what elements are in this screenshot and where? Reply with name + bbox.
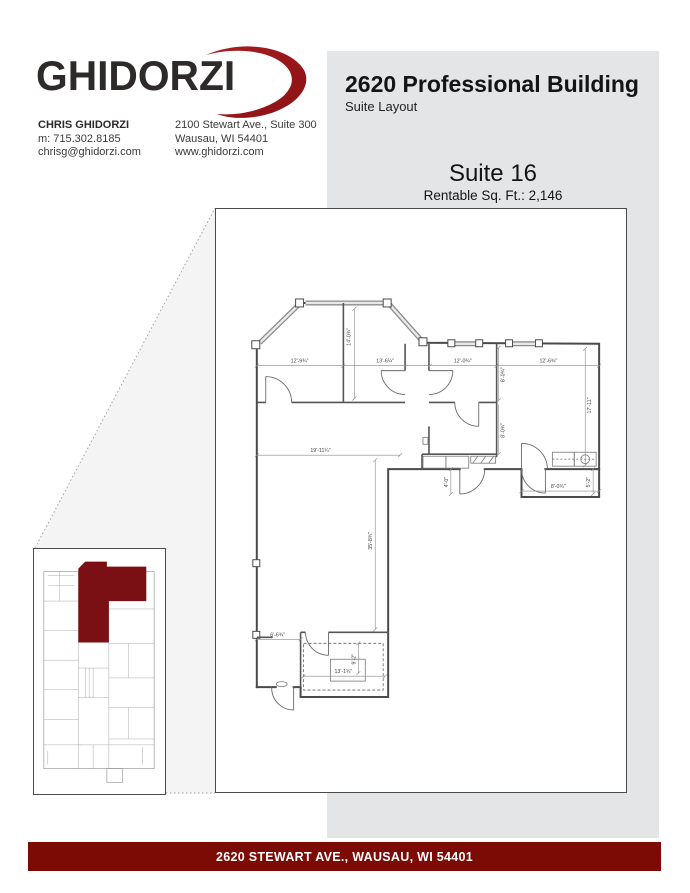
floor-plan-drawing	[216, 209, 626, 792]
dim-label: 9'-2"	[351, 653, 358, 665]
suite-heading	[327, 161, 659, 203]
suite-rentable-sqft: Rentable Sq. Ft.: 2,146	[423, 188, 563, 203]
agent-email: chrisg@ghidorzi.com	[38, 146, 141, 158]
dim-label: 5'-2"	[586, 476, 593, 488]
document-header	[345, 72, 639, 114]
dim-label: 12'-6¾"	[539, 358, 558, 365]
dim-label: 8'-0¾"	[550, 484, 566, 491]
dim-label: 8'-0¾"	[500, 422, 507, 438]
building-title: 2620 Professional Building	[345, 71, 639, 97]
dim-label: 19'-11¼"	[310, 448, 331, 455]
dim-label: 14'-0¾"	[346, 327, 353, 346]
building-overview-box	[33, 548, 166, 795]
building-overview-plan	[34, 549, 165, 794]
footer-address-text: 2620 STEWART AVE., WAUSAU, WI 54401	[215, 849, 474, 864]
ghidorzi-logo-text: GHIDORZI	[36, 52, 236, 99]
dim-label: 13'-6¼"	[376, 358, 395, 365]
dimension-labels	[270, 328, 593, 675]
company-address-line1: 2100 Stewart Ave., Suite 300	[175, 119, 317, 131]
company-website: www.ghidorzi.com	[175, 146, 264, 158]
dim-label: 35'-8¾"	[368, 531, 375, 550]
dim-label: 4'-0"	[443, 476, 450, 488]
agent-phone: m: 715.302.8185	[38, 132, 121, 145]
dim-label: 8'-0¾"	[500, 367, 507, 383]
suite-title: Suite 16	[448, 160, 538, 187]
suite-highlight	[78, 562, 146, 643]
company-address-line2: Wausau, WI 54401	[175, 132, 269, 145]
agent-contact-block	[38, 119, 141, 160]
document-subtitle: Suite Layout	[345, 99, 418, 114]
dim-label: 12'-9¾"	[290, 358, 309, 365]
dim-label: 17'-11"	[587, 397, 594, 414]
floor-plan-box	[215, 208, 627, 793]
doors	[266, 371, 548, 710]
ghidorzi-swoosh-icon	[205, 44, 309, 122]
company-address-block	[175, 119, 317, 160]
dim-label: 12'-0¾"	[453, 358, 472, 365]
agent-name: CHRIS GHIDORZI	[38, 119, 130, 131]
dim-label: 13'-1¾"	[334, 669, 353, 676]
windows	[260, 303, 536, 344]
furniture	[276, 437, 596, 690]
footer-address-bar	[28, 842, 661, 871]
dim-label: 6'-6¾"	[270, 632, 286, 639]
